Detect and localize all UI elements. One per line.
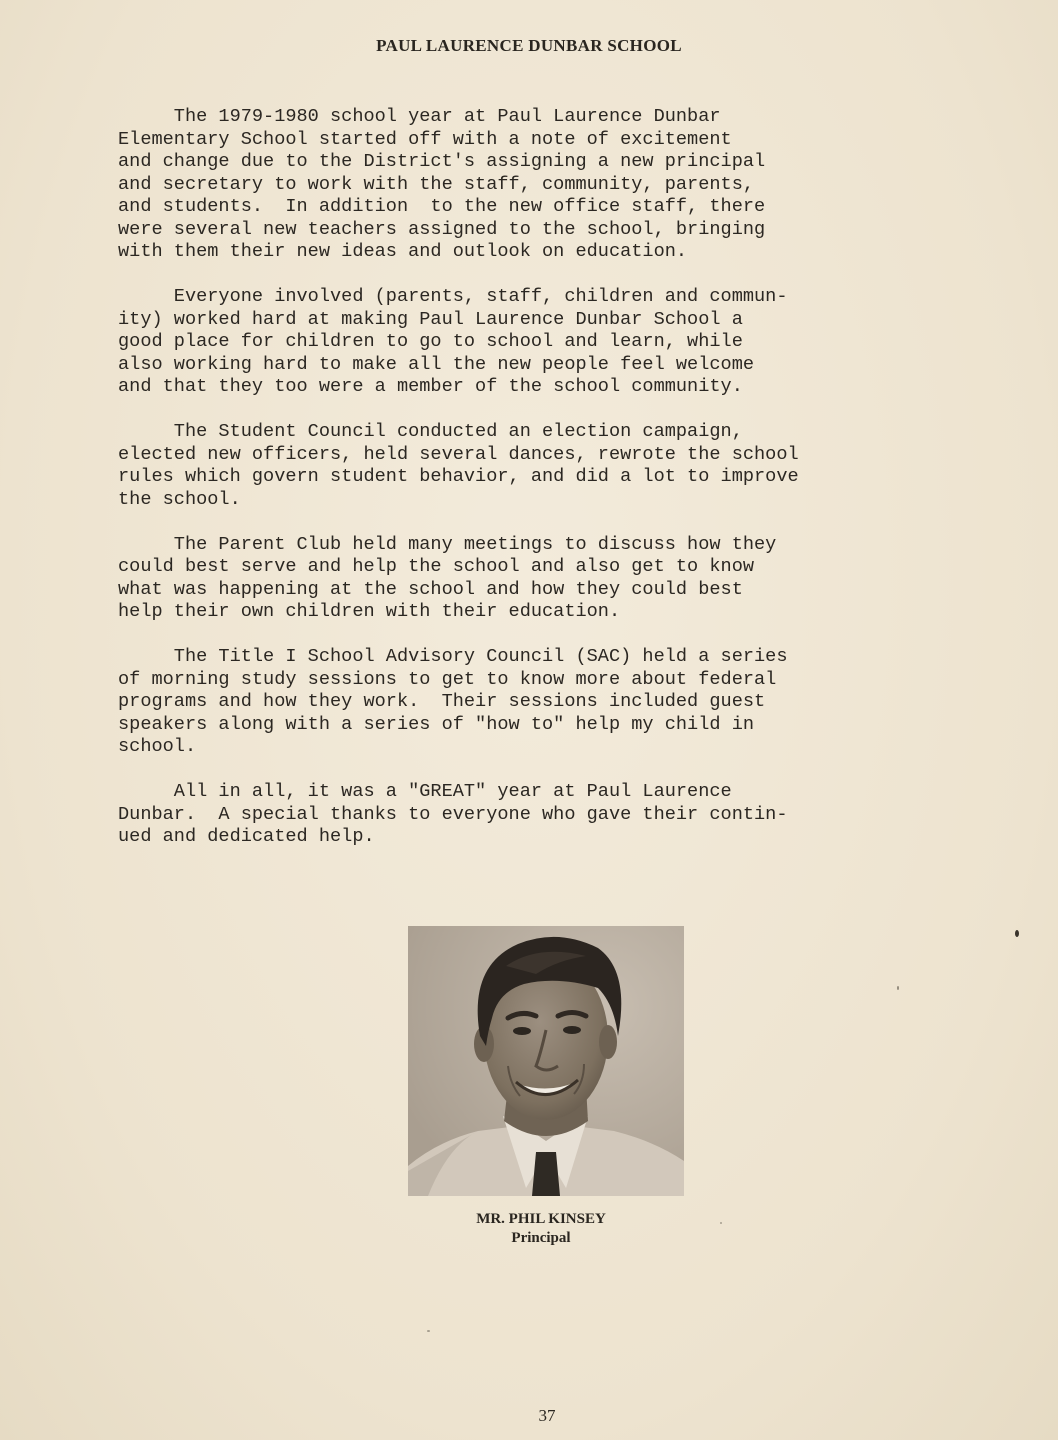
text-line: the school.: [118, 488, 241, 510]
text-line: Everyone involved (parents, staff, children and commun-: [118, 286, 788, 307]
text-line: and that they too were a member of the school community.: [118, 376, 743, 397]
text-line: The Parent Club held many meetings to discuss how they: [118, 533, 777, 555]
text-line: and students. In addition to the new office staff, there: [118, 196, 766, 217]
text-line: The Title I School Advisory Council (SAC) held a series: [118, 646, 788, 667]
text-line: All in all, it was a "GREAT" year at Paul Laurence: [118, 781, 732, 802]
text-line: ity) worked hard at making Paul Laurence Dunbar School a: [118, 308, 743, 330]
text-line: with them their new ideas and outlook on education.: [118, 241, 688, 262]
photo-caption: [0, 1210, 1058, 1248]
paragraph-3: [118, 421, 978, 511]
page-number: 37: [538, 1406, 556, 1425]
text-line: were several new teachers assigned to the school, bringing: [118, 218, 766, 240]
text-line: The Student Council conducted an election campaign,: [118, 421, 743, 442]
text-line: programs and how they work. Their sessions included guest: [118, 691, 766, 712]
paper-speck: [720, 1222, 722, 1224]
text-line: school.: [118, 736, 197, 757]
text-line: The 1979-1980 school year at Paul Laurence Dunbar: [118, 106, 721, 127]
text-line: rules which govern student behavior, and did a lot to improve: [118, 466, 799, 487]
text-line: Elementary School started off with a note of excitement: [118, 128, 732, 150]
paper-speck: [427, 1330, 430, 1332]
paragraph-6: [118, 781, 978, 849]
portrait-image: [408, 926, 684, 1196]
text-line: Dunbar. A special thanks to everyone who gave their contin-: [118, 803, 788, 825]
text-line: what was happening at the school and how they could best: [118, 578, 743, 600]
text-line: good place for children to go to school and learn, while: [118, 331, 743, 352]
body-text: [118, 106, 978, 871]
text-line: also working hard to make all the new people feel welcome: [118, 353, 755, 375]
paragraph-1: [118, 106, 978, 264]
text-line: elected new officers, held several dances, rewrote the school: [118, 443, 799, 465]
paper-speck: [897, 986, 899, 990]
paragraph-4: [118, 534, 978, 624]
text-line: and secretary to work with the staff, community, parents,: [118, 173, 755, 195]
paragraph-5: [118, 646, 978, 759]
text-line: ued and dedicated help.: [118, 826, 375, 847]
text-line: speakers along with a series of "how to" help my child in: [118, 713, 755, 735]
text-line: could best serve and help the school and also get to know: [118, 556, 755, 577]
text-line: of morning study sessions to get to know more about federal: [118, 668, 777, 690]
paper-speck: [1015, 930, 1019, 937]
text-line: help their own children with their education.: [118, 601, 621, 622]
caption-role: Principal: [511, 1230, 571, 1246]
paragraph-2: [118, 286, 978, 399]
caption-name: MR. PHIL KINSEY: [476, 1211, 606, 1227]
page-heading: PAUL LAURENCE DUNBAR SCHOOL: [376, 36, 682, 55]
text-line: and change due to the District's assigning a new principal: [118, 151, 766, 172]
principal-photo: [408, 926, 684, 1196]
